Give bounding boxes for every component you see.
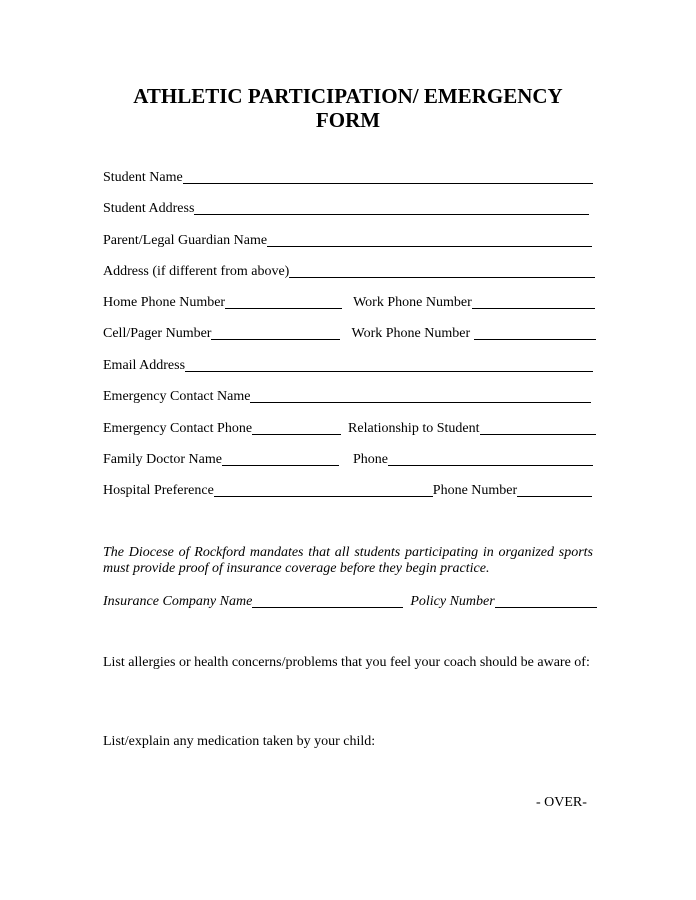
emergency-contact-name-row (103, 385, 591, 405)
emergency-contact-name-label: Emergency Contact Name (103, 389, 251, 404)
allergies-prompt: List allergies or health concerns/problems that you feel your coach should be aware of: (103, 655, 590, 670)
hospital-phone-label: Phone Number (432, 483, 518, 498)
medication-prompt: List/explain any medication taken by your child: (103, 734, 376, 749)
insurance-notice: The Diocese of Rockford mandates that all students participating in organized sports must provide proof of insurance coverage before they begin practice. (103, 545, 593, 576)
family-doctor-field[interactable] (222, 453, 339, 466)
cell-pager-label: Cell/Pager Number (103, 326, 212, 341)
student-address-row (103, 197, 589, 217)
home-phone-label: Home Phone Number (103, 295, 226, 310)
insurance-row (103, 590, 597, 610)
email-label: Email Address (103, 358, 186, 373)
alt-address-field[interactable] (289, 265, 595, 278)
work-phone-2-label: Work Phone Number (351, 326, 471, 341)
home-phone-field[interactable] (225, 296, 342, 309)
form-title-line-2: FORM (315, 108, 381, 132)
policy-number-field[interactable] (495, 595, 597, 608)
emergency-contact-phone-label: Emergency Contact Phone (103, 421, 253, 436)
guardian-name-field[interactable] (267, 234, 592, 247)
work-phone-field[interactable] (472, 296, 595, 309)
insurance-company-label: Insurance Company Name (103, 594, 253, 609)
student-address-label: Student Address (103, 201, 195, 216)
doctor-phone-field[interactable] (388, 453, 593, 466)
home-work-phone-row (103, 291, 595, 311)
student-address-field[interactable] (194, 202, 589, 215)
email-field[interactable] (185, 359, 593, 372)
hospital-row (103, 479, 592, 499)
alt-address-row (103, 260, 595, 280)
work-phone-2-field[interactable] (474, 327, 596, 340)
policy-number-label: Policy Number (410, 594, 495, 609)
emergency-phone-row (103, 417, 596, 437)
family-doctor-row (103, 448, 593, 468)
form-title-line-1: ATHLETIC PARTICIPATION/ EMERGENCY (133, 84, 563, 108)
work-phone-label: Work Phone Number (353, 295, 472, 310)
cell-pager-field[interactable] (211, 327, 340, 340)
hospital-label: Hospital Preference (103, 483, 214, 498)
relationship-label: Relationship to Student (348, 421, 480, 436)
relationship-field[interactable] (480, 422, 596, 435)
student-name-field[interactable] (183, 171, 593, 184)
email-row (103, 354, 593, 374)
cell-work-phone-row (103, 322, 596, 342)
alt-address-label: Address (if different from above) (103, 264, 290, 279)
guardian-name-row (103, 229, 592, 249)
insurance-company-field[interactable] (252, 595, 403, 608)
doctor-phone-label: Phone (352, 452, 388, 467)
emergency-contact-phone-field[interactable] (252, 422, 341, 435)
hospital-phone-field[interactable] (517, 484, 592, 497)
student-name-label: Student Name (103, 170, 183, 185)
student-name-row (103, 166, 593, 186)
family-doctor-label: Family Doctor Name (103, 452, 222, 467)
hospital-field[interactable] (214, 484, 433, 497)
over-label: - OVER- (536, 795, 587, 810)
guardian-name-label: Parent/Legal Guardian Name (103, 233, 268, 248)
emergency-contact-name-field[interactable] (250, 390, 591, 403)
